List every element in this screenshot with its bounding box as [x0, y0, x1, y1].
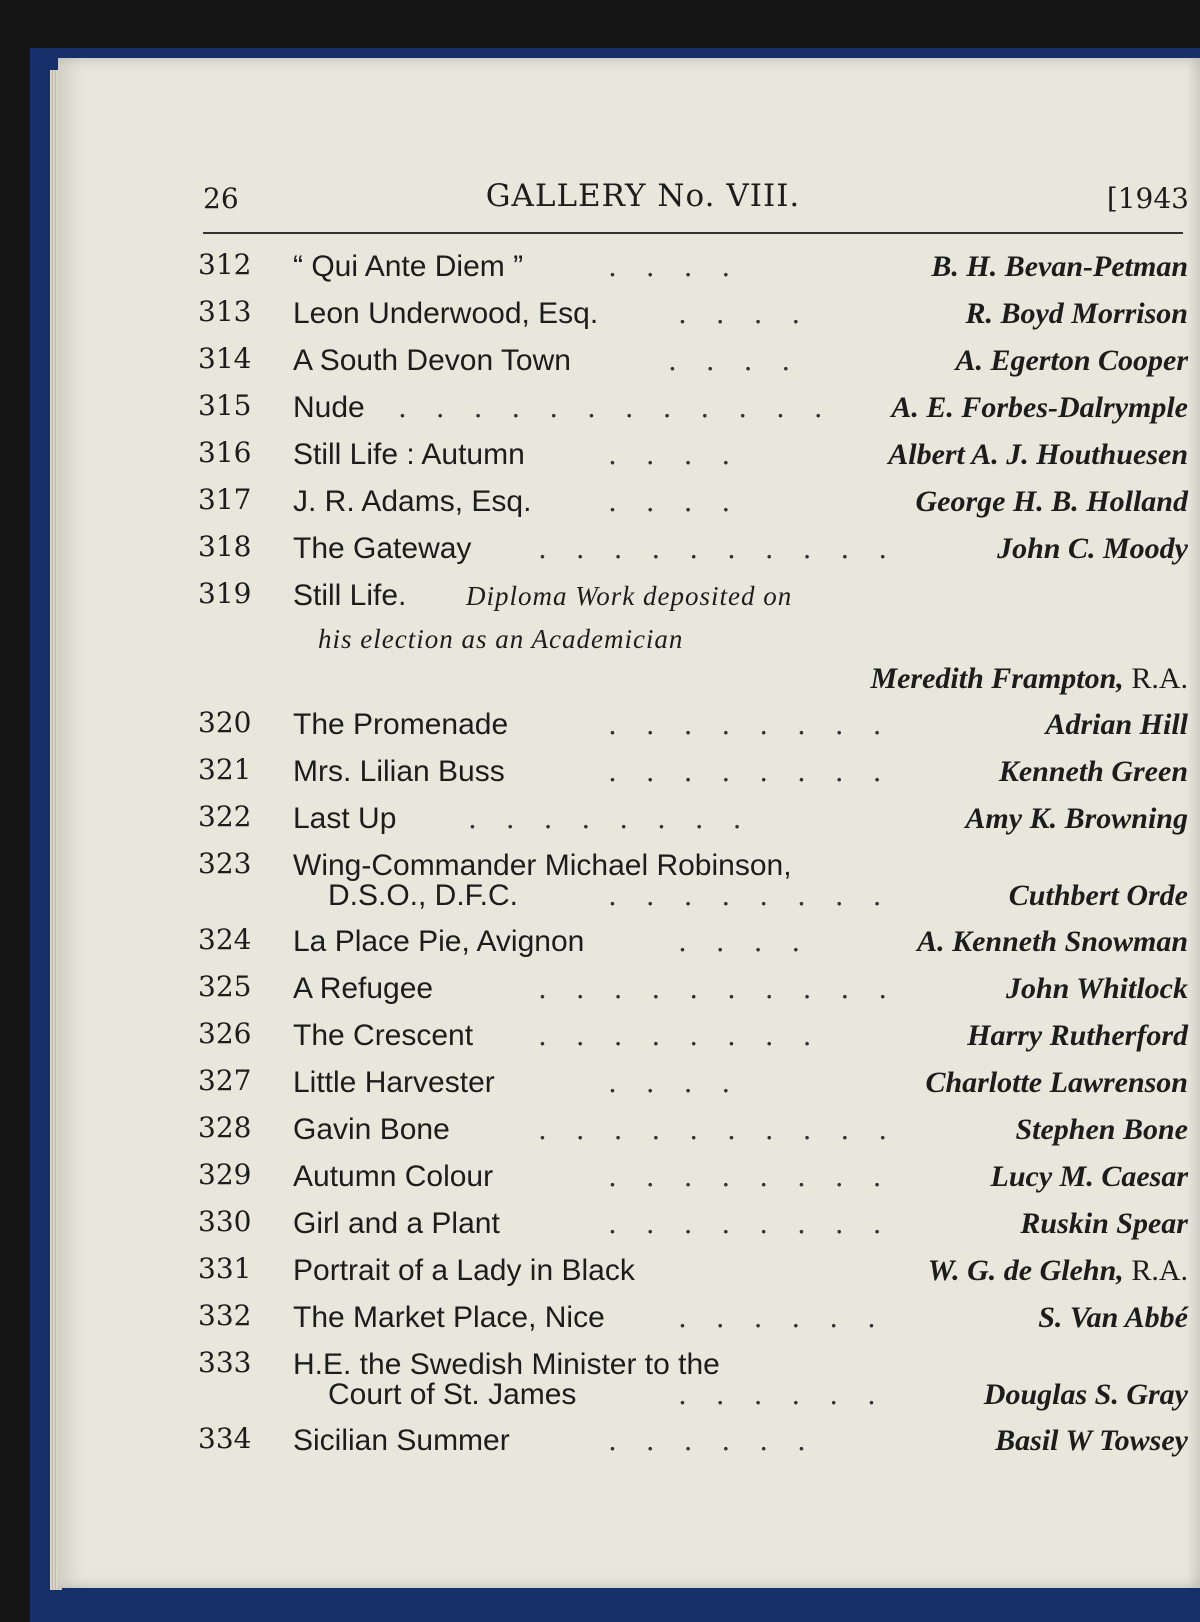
- catalogue-entry-326: [198, 1013, 1188, 1060]
- leader-dots: . . . . . . . .: [608, 879, 892, 912]
- entry-number: 325: [198, 970, 252, 1003]
- entry-artist: [995, 1424, 1188, 1458]
- entry-number: 327: [198, 1064, 252, 1097]
- entry-artist: [1006, 972, 1188, 1006]
- artist-name: Charlotte Lawrenson: [925, 1066, 1188, 1099]
- entry-artist: [984, 1378, 1188, 1412]
- entry-title-continued: Court of St. James: [328, 1378, 577, 1411]
- artist-name: John C. Moody: [997, 532, 1188, 565]
- gallery-title: GALLERY No. VIII.: [485, 178, 801, 214]
- artist-name: S. Van Abbé: [1038, 1301, 1188, 1334]
- entry-number: 332: [198, 1299, 252, 1332]
- artist-name: Lucy M. Caesar: [990, 1160, 1188, 1193]
- catalogue-entry-321: [198, 749, 1188, 796]
- entry-title: Girl and a Plant: [293, 1207, 500, 1240]
- leader-dots: . . . . . .: [678, 1378, 886, 1411]
- entry-number: 330: [198, 1205, 252, 1238]
- leader-dots: . . . . . . . .: [608, 1160, 892, 1193]
- entry-artist: [870, 662, 1188, 696]
- artist-name: Amy K. Browning: [965, 802, 1188, 835]
- catalogue-entry-323: [198, 843, 1188, 919]
- entry-number: 334: [198, 1422, 252, 1455]
- entry-title: A South Devon Town: [293, 344, 571, 377]
- leader-dots: . . . .: [678, 297, 811, 330]
- entry-title: The Market Place, Nice: [293, 1301, 605, 1334]
- entry-artist: [965, 802, 1188, 836]
- entry-artist: [999, 755, 1188, 789]
- leader-dots: . . . .: [668, 344, 801, 377]
- artist-name: John Whitlock: [1005, 972, 1188, 1005]
- artist-name: George H. B. Holland: [915, 485, 1188, 518]
- entry-number: 331: [198, 1252, 252, 1285]
- leader-dots: . . . . . . . .: [608, 1207, 892, 1240]
- leader-dots: . . . . . . . . . .: [538, 1113, 898, 1146]
- entry-title: Portrait of a Lady in Black: [293, 1254, 635, 1287]
- catalogue-entry-325: [198, 966, 1188, 1013]
- artist-name: B. H. Bevan-Petman: [931, 250, 1188, 283]
- entry-number: 333: [198, 1346, 252, 1379]
- catalogue-entry-318: [198, 526, 1188, 573]
- entry-title: A Refugee: [293, 972, 434, 1005]
- entry-artist: [965, 297, 1188, 331]
- artist-name: Basil W Towsey: [995, 1424, 1188, 1457]
- entry-number: 319: [198, 577, 252, 610]
- entry-title: Autumn Colour: [293, 1160, 494, 1193]
- entry-artist: [955, 344, 1188, 378]
- entry-artist: [931, 250, 1188, 284]
- entry-title: The Crescent: [293, 1019, 474, 1052]
- leader-dots: . . . .: [608, 485, 741, 518]
- entry-number: 316: [198, 436, 252, 469]
- entry-title: Sicilian Summer: [293, 1424, 510, 1457]
- entry-artist: [1038, 1301, 1188, 1335]
- artist-name: Ruskin Spear: [1020, 1207, 1188, 1240]
- catalogue-entry-322: [198, 796, 1188, 843]
- entry-artist: [1020, 1207, 1188, 1241]
- leader-dots: . . . . . .: [678, 1301, 886, 1334]
- catalogue-entry-331: [198, 1248, 1188, 1295]
- artist-name: Kenneth Green: [998, 755, 1188, 788]
- entry-title: The Gateway: [293, 532, 472, 565]
- entry-title: The Promenade: [293, 708, 509, 741]
- artist-name: Cuthbert Orde: [1008, 879, 1188, 912]
- leader-dots: . . . . . . . .: [538, 1019, 822, 1052]
- artist-name: R. Boyd Morrison: [965, 297, 1188, 330]
- artist-name: Harry Rutherford: [967, 1019, 1188, 1052]
- catalogue-entry-334: [198, 1418, 1188, 1465]
- leader-dots: . . . . . . . . . .: [538, 532, 898, 565]
- page-number: 26: [203, 182, 239, 215]
- artist-name: Meredith Frampton,: [870, 662, 1124, 695]
- artist-name: Stephen Bone: [1015, 1113, 1188, 1146]
- entry-note: Diploma Work deposited on: [466, 581, 793, 611]
- entry-artist: [991, 1160, 1189, 1194]
- year-label: [1943: [1106, 182, 1189, 215]
- entry-number: 326: [198, 1017, 252, 1050]
- catalogue-entry-319: [198, 573, 1188, 702]
- entry-title: Nude: [293, 391, 365, 424]
- entry-number: 322: [198, 800, 252, 833]
- entry-number: 329: [198, 1158, 252, 1191]
- entry-title: Leon Underwood, Esq.: [293, 297, 599, 330]
- entry-number: 314: [198, 342, 252, 375]
- artist-name: A. E. Forbes-Dalrymple: [891, 391, 1188, 424]
- entry-artist: [888, 438, 1188, 472]
- catalogue-entry-316: [198, 432, 1188, 479]
- artist-suffix: R.A.: [1123, 1254, 1188, 1287]
- entry-artist: [1015, 1113, 1188, 1147]
- leader-dots: . . . . . . . .: [608, 755, 892, 788]
- leader-dots: . . . .: [608, 1066, 741, 1099]
- entry-number: 320: [198, 706, 252, 739]
- entry-title: La Place Pie, Avignon: [293, 925, 585, 958]
- entry-title: Gavin Bone: [293, 1113, 450, 1146]
- leader-dots: . . . . . . . . . . . .: [398, 391, 833, 424]
- artist-name: Albert A. J. Houthuesen: [888, 438, 1188, 471]
- artist-name: A. Egerton Cooper: [955, 344, 1188, 377]
- entry-title: Wing-Commander Michael Robinson,: [293, 849, 792, 882]
- entry-title: Last Up: [293, 802, 397, 835]
- artist-name: W. G. de Glehn,: [927, 1254, 1124, 1287]
- catalogue-entry-329: [198, 1154, 1188, 1201]
- entry-number: 321: [198, 753, 252, 786]
- catalogue-entry-312: [198, 244, 1188, 291]
- entry-title: Still Life : Autumn: [293, 438, 525, 471]
- entry-number: 324: [198, 923, 252, 956]
- entry-artist: [925, 1066, 1188, 1100]
- leader-dots: . . . .: [678, 925, 811, 958]
- entry-number: 315: [198, 389, 252, 422]
- leader-dots: . . . .: [608, 438, 741, 471]
- entry-number: 318: [198, 530, 252, 563]
- entry-title: Mrs. Lilian Buss: [293, 755, 505, 788]
- entry-title: H.E. the Swedish Minister to the: [293, 1348, 720, 1381]
- entry-title: Little Harvester: [293, 1066, 495, 1099]
- artist-suffix: R.A.: [1123, 662, 1188, 695]
- entry-number: 317: [198, 483, 252, 516]
- catalogue-entry-324: [198, 919, 1188, 966]
- leader-dots: . . . . . . . . . .: [538, 972, 898, 1005]
- catalogue-entry-333: [198, 1342, 1188, 1418]
- artist-name: A. Kenneth Snowman: [917, 925, 1188, 958]
- entry-number: 312: [198, 248, 252, 281]
- entry-artist: [915, 485, 1188, 519]
- entry-artist: [928, 1254, 1188, 1288]
- entry-title: J. R. Adams, Esq.: [293, 485, 532, 518]
- entry-artist: [1045, 708, 1188, 742]
- catalogue-entry-315: [198, 385, 1188, 432]
- header-rule: [203, 232, 1183, 234]
- leader-dots: . . . . . . . .: [468, 802, 752, 835]
- catalogue-entry-313: [198, 291, 1188, 338]
- catalogue-entry-328: [198, 1107, 1188, 1154]
- entry-artist: [997, 532, 1188, 566]
- entry-artist: [891, 391, 1188, 425]
- catalogue-entry-332: [198, 1295, 1188, 1342]
- entry-title-continued: D.S.O., D.F.C.: [328, 879, 519, 912]
- artist-name: Douglas S. Gray: [983, 1378, 1188, 1411]
- leader-dots: . . . .: [608, 250, 741, 283]
- page-header: [203, 174, 1193, 224]
- leader-dots: . . . . . .: [608, 1424, 816, 1457]
- entry-number: 313: [198, 295, 252, 328]
- entry-number: 323: [198, 847, 252, 880]
- entry-note-continued: his election as an Academician: [318, 624, 684, 654]
- catalogue-entry-330: [198, 1201, 1188, 1248]
- artist-name: Adrian Hill: [1045, 708, 1188, 741]
- entry-title: Still Life.: [293, 579, 407, 612]
- entry-artist: [1009, 879, 1188, 913]
- leader-dots: . . . . . . . .: [608, 708, 892, 741]
- catalogue-entry-327: [198, 1060, 1188, 1107]
- entry-artist: [917, 925, 1188, 959]
- catalogue-list: [198, 244, 1188, 1465]
- entry-title: “ Qui Ante Diem ”: [293, 250, 524, 283]
- catalogue-entry-317: [198, 479, 1188, 526]
- catalogue-entry-320: [198, 702, 1188, 749]
- catalogue-entry-314: [198, 338, 1188, 385]
- entry-artist: [967, 1019, 1188, 1053]
- entry-number: 328: [198, 1111, 252, 1144]
